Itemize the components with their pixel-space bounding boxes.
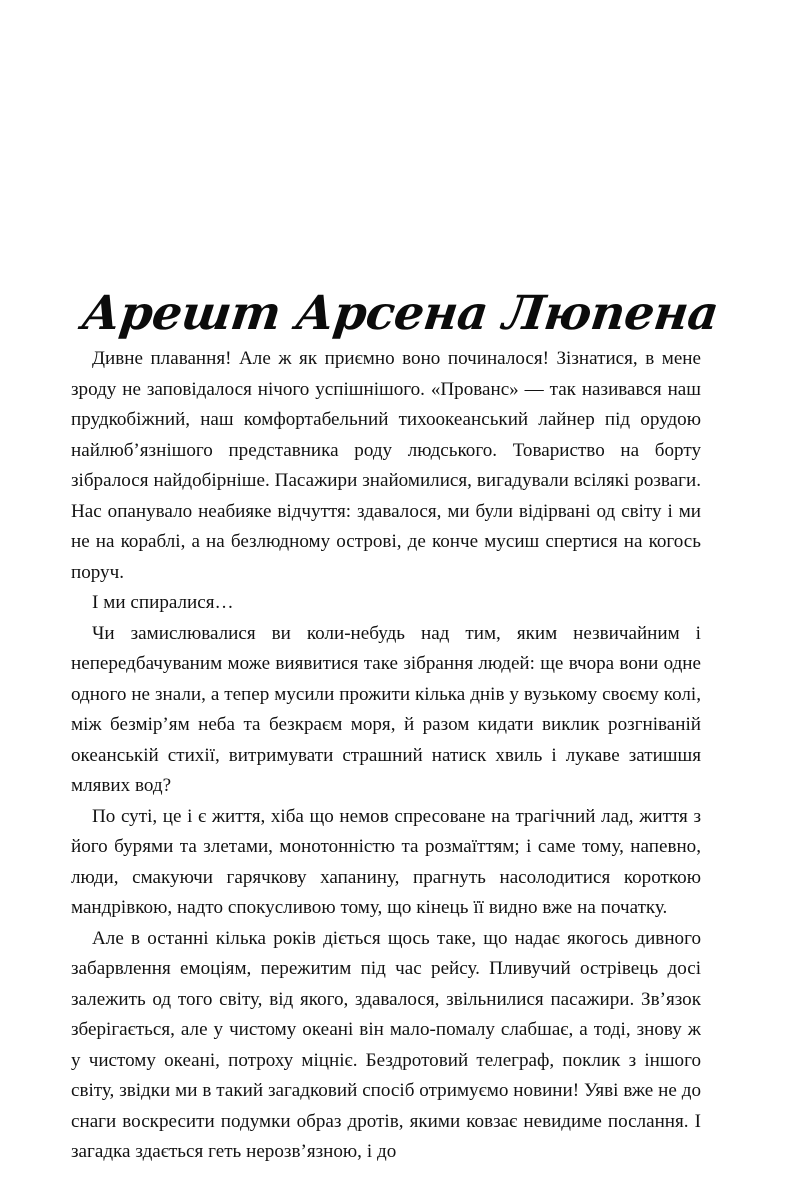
- paragraph: Дивне плавання! Але ж як приємно воно починалося! Зізнатися, в мене зроду не заповідалося нічого успішнішого. «Прованс» — так називався наш прудкобіжний, наш комфортабельний тихоокеанський лайнер під орудою найлюб’язнішого представника роду людського. Товариство на борту зібралося найдобірніше. Пасажири знайомилися, вигадували всілякі розваги. Нас опанувало неабияке відчуття: здавалося, ми були відірвані од світу і ми не на кораблі, а на безлюдному острові, де конче мусиш спертися на когось поруч.: [71, 348, 701, 583]
- chapter-title: Арешт Арсена Люпена: [78, 286, 722, 342]
- paragraph: Але в останні кілька років діється щось таке, що надає якогось дивного забарвлення емоціям, пережитим під час рейсу. Пливучий острівець досі залежить од того світу, від якого, здавалося, звільнилися пасажири. Зв’язок зберігається, але у чистому океані він мало-помалу слабшає, а тоді, знову ж у чистому океані, потроху міцніє. Бездротовий телеграф, поклик з іншого світу, звідки ми в такий загадковий спосіб отримуємо новини! Уяві вже не до снаги воскресити подумки образ дротів, якими ковзає невидиме послання. І загадка здається геть нерозв’язною, і до: [71, 927, 701, 1162]
- paragraph: По суті, це і є життя, хіба що немов спресоване на трагічний лад, життя з його бурями та злетами, монотонністю та розмаїттям; і саме тому, напевно, люди, смакуючи гарячкову хапанину, прагнуть насолодитися короткою мандрівкою, надто спокусливою тому, що кінець її видно вже на початку.: [71, 805, 701, 918]
- paragraph: Чи замислювалися ви коли-небудь над тим, яким незвичайним і непередбачуваним може виявитися таке зібрання людей: ще вчора вони одне одного не знали, а тепер мусили прожити кілька днів у вузькому своєму колі, між безмір’ям неба та безкраєм моря, й разом кидати виклик розгніваній океанській стихії, витримувати страшний натиск хвиль і лукаве затишшя млявих вод?: [71, 622, 701, 796]
- paragraph: І ми спиралися…: [92, 592, 234, 613]
- body-text-block: [71, 344, 701, 1168]
